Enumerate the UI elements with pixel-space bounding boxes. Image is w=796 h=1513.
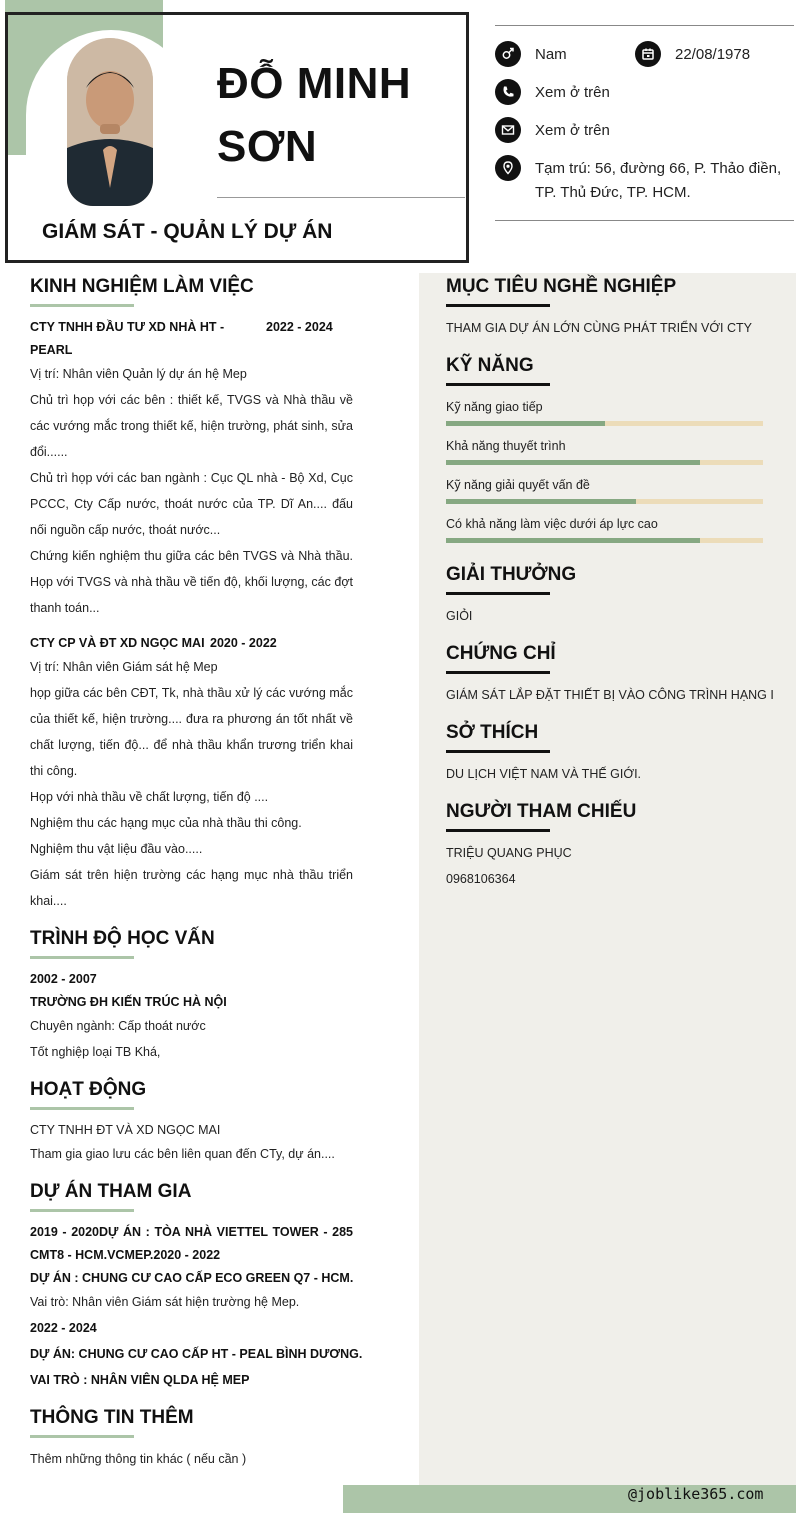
phone-icon <box>495 79 521 105</box>
project-line-2: CMT8 - HCM.VCMEP.2020 - 2022 <box>30 1248 221 1262</box>
activities-org: CTY TNHH ĐT VÀ XD NGỌC MAI <box>30 1123 221 1137</box>
job1-period: 2022 - 2024 <box>266 320 333 334</box>
profile-photo <box>67 38 153 206</box>
address-line2: TP. Thủ Đức, TP. HCM. <box>535 184 691 201</box>
more-info-section-title: THÔNG TIN THÊM <box>30 1407 194 1428</box>
skill-bar-track <box>446 499 763 504</box>
certificates-title-underline <box>446 671 550 674</box>
education-grade: Tốt nghiệp loại TB Khá, <box>30 1045 161 1059</box>
job2-duty-4: Nghiệm thu vật liệu đầu vào..... <box>30 842 203 856</box>
skills-title-underline <box>446 383 550 386</box>
job2-period: 2020 - 2022 <box>210 636 277 650</box>
calendar-icon <box>635 41 661 67</box>
job1-role: Vị trí: Nhân viên Quản lý dự án hệ Mep <box>30 367 247 381</box>
projects-section-title: DỰ ÁN THAM GIA <box>30 1181 192 1202</box>
job-title: GIÁM SÁT - QUẢN LÝ DỰ ÁN <box>42 220 333 243</box>
address-line1: Tạm trú: 56, đường 66, P. Thảo điền, <box>535 160 782 177</box>
objective-title-underline <box>446 304 550 307</box>
skill-bar-track <box>446 538 763 543</box>
activities-section-title: HOẠT ĐỘNG <box>30 1079 147 1100</box>
more-info-title-underline <box>30 1435 134 1438</box>
project-line-3: DỰ ÁN : CHUNG CƯ CAO CẤP ECO GREEN Q7 - HCM. <box>30 1271 354 1285</box>
skills-section-title: KỸ NĂNG <box>446 355 534 376</box>
footer-watermark: @joblike365.com <box>628 1485 764 1503</box>
birthday-value: 22/08/1978 <box>675 46 751 63</box>
more-info-text: Thêm những thông tin khác ( nếu cần ) <box>30 1452 247 1466</box>
skill-label: Kỹ năng giao tiếp <box>446 400 543 414</box>
education-major: Chuyên ngành: Cấp thoát nước <box>30 1019 206 1033</box>
projects-title-underline <box>30 1209 134 1212</box>
job2-company: CTY CP VÀ ĐT XD NGỌC MAI <box>30 636 205 650</box>
email-icon <box>495 117 521 143</box>
awards-text: GIỎI <box>446 609 473 623</box>
project-line-6: DỰ ÁN: CHUNG CƯ CAO CẤP HT - PEAL BÌNH DƯƠNG. <box>30 1347 363 1361</box>
job2-role: Vị trí: Nhân viên Giám sát hệ Mep <box>30 660 218 674</box>
job2-duty-3: Nghiệm thu các hạng mục của nhà thầu thi công. <box>30 816 302 830</box>
skill-bar-track <box>446 460 763 465</box>
full-name-line2: SƠN <box>217 122 318 171</box>
job1-company-line1: CTY TNHH ĐẦU TƯ XD NHÀ HT - <box>30 320 225 334</box>
job2-duty-1: họp giữa các bên CĐT, Tk, nhà thầu xử lý các vướng mắc của thiết kế, hiện trường.... đưa ra phương án tốt nhất về chất lượng, tiến độ... để nhà thầu khẩn trương triển khai thi công. <box>30 686 353 778</box>
skill-label: Có khả năng làm việc dưới áp lực cao <box>446 517 658 531</box>
reference-title-underline <box>446 829 550 832</box>
education-school: TRƯỜNG ĐH KIẾN TRÚC HÀ NỘI <box>30 995 227 1009</box>
job1-duty-2: Chủ trì họp với các ban ngành : Cục QL nhà - Bộ Xd, Cục PCCC, Cty Cấp nước, thoát nước của TP. Dĩ An.... đấu nối nguồn cấp nước, thoát nước... <box>30 471 353 537</box>
education-period: 2002 - 2007 <box>30 972 97 986</box>
hobbies-title-underline <box>446 750 550 753</box>
experience-section-title: KINH NGHIỆM LÀM VIỆC <box>30 276 254 297</box>
job2-duty-2: Họp với nhà thầu về chất lượng, tiến độ .... <box>30 790 269 804</box>
awards-section-title: GIẢI THƯỞNG <box>446 564 577 585</box>
job2-duty-5: Giám sát trên hiện trường các hạng mục nhà thầu triển khai.... <box>30 868 353 908</box>
name-divider <box>217 197 465 198</box>
activities-title-underline <box>30 1107 134 1110</box>
skill-label: Khả năng thuyết trình <box>446 439 566 453</box>
gender-icon <box>495 41 521 67</box>
email-value: Xem ở trên <box>535 122 610 139</box>
reference-phone: 0968106364 <box>446 872 516 886</box>
full-name-line1: ĐỖ MINH <box>217 59 412 108</box>
skill-bar-fill <box>446 538 700 543</box>
objective-text: THAM GIA DỰ ÁN LỚN CÙNG PHÁT TRIỂN VỚI CTY <box>446 321 752 335</box>
certificates-text: GIÁM SÁT LẮP ĐẶT THIẾT BỊ VÀO CÔNG TRÌNH HẠNG I <box>446 688 774 702</box>
education-section-title: TRÌNH ĐỘ HỌC VẤN <box>30 928 215 949</box>
job1-duty-1: Chủ trì họp với các bên : thiết kế, TVGS và Nhà thầu về các vướng mắc trong thiết kế, hiện trường, phát sinh, sửa đổi...... <box>30 393 353 459</box>
phone-value: Xem ở trên <box>535 84 610 101</box>
hobbies-section-title: SỞ THÍCH <box>446 722 539 743</box>
project-line-1: 2019 - 2020DỰ ÁN : TÒA NHÀ VIETTEL TOWER - 285 <box>30 1225 353 1239</box>
gender-value: Nam <box>535 46 567 63</box>
contact-top-divider <box>495 25 794 26</box>
skill-bar-fill <box>446 499 636 504</box>
project-line-7: VAI TRÒ : NHÂN VIÊN QLDA HỆ MEP <box>30 1373 250 1387</box>
activities-desc: Tham gia giao lưu các bên liên quan đến CTy, dự án.... <box>30 1147 335 1161</box>
certificates-section-title: CHỨNG CHỈ <box>446 643 556 664</box>
project-line-4: Vai trò: Nhân viên Giám sát hiện trường hệ Mep. <box>30 1295 300 1309</box>
skill-label: Kỹ năng giải quyết vấn đề <box>446 478 590 492</box>
hobbies-text: DU LỊCH VIỆT NAM VÀ THẾ GIỚI. <box>446 767 642 781</box>
contact-bottom-divider <box>495 220 794 221</box>
skill-bar-track <box>446 421 763 426</box>
skill-bar-fill <box>446 421 605 426</box>
skill-bar-fill <box>446 460 700 465</box>
objective-section-title: MỤC TIÊU NGHỀ NGHIỆP <box>446 276 677 297</box>
reference-name: TRIỆU QUANG PHỤC <box>446 846 572 860</box>
portrait-image <box>67 38 153 206</box>
location-pin-icon <box>495 155 521 181</box>
job1-company-line2: PEARL <box>30 343 73 357</box>
reference-section-title: NGƯỜI THAM CHIẾU <box>446 801 637 822</box>
job1-duty-3: Chứng kiến nghiệm thu giữa các bên TVGS và Nhà thầu. Họp với TVGS và nhà thầu về tiến độ, khối lượng, các đợt thanh toán... <box>30 549 353 615</box>
project-line-5: 2022 - 2024 <box>30 1321 97 1335</box>
awards-title-underline <box>446 592 550 595</box>
education-title-underline <box>30 956 134 959</box>
experience-title-underline <box>30 304 134 307</box>
